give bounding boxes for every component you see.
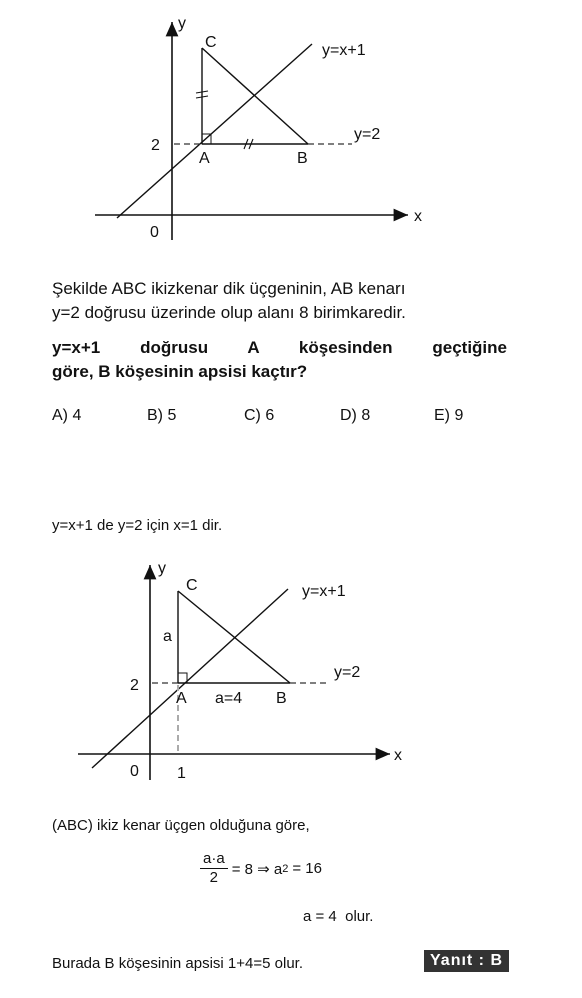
line-label-y-x-plus-1: y=x+1 <box>322 42 366 59</box>
area-equation <box>200 850 322 887</box>
vertex-b-label-2: B <box>276 690 287 707</box>
question-line-1: Şekilde ABC ikizkenar dik üçgeninin, AB kenarı <box>52 279 406 298</box>
solution-isosceles-note: (ABC) ikiz kenar üçgen olduğuna göre, <box>52 817 310 834</box>
line-y-x-plus-1 <box>117 44 312 218</box>
side-a-label: a <box>163 628 172 645</box>
right-angle-mark-2 <box>178 673 187 683</box>
fraction-denominator: 2 <box>209 869 219 886</box>
option-a: A) 4 <box>52 407 82 424</box>
x-axis-label: x <box>414 208 422 225</box>
equation-exponent: 2 <box>282 862 289 875</box>
x-axis-label-2: x <box>394 747 402 764</box>
side-a-equals-4-label: a=4 <box>215 690 243 707</box>
y-tick-2: 2 <box>151 137 160 154</box>
vertex-a-label-2: A <box>176 690 187 707</box>
line-label-y-2: y=2 <box>354 126 381 143</box>
option-d: D) 8 <box>340 407 371 424</box>
a-value-result: a = 4 olur. <box>303 908 374 925</box>
side-bc-2 <box>178 591 290 683</box>
equation-end: = 16 <box>292 860 322 877</box>
line-y-x-plus-1-2 <box>92 589 288 768</box>
solution-intro: y=x+1 de y=2 için x=1 dir. <box>52 517 223 534</box>
line-label-y-x-plus-1-2: y=x+1 <box>302 583 346 600</box>
vertex-c-label: C <box>205 34 217 51</box>
vertex-a-label: A <box>199 150 210 167</box>
x-tick-1: 1 <box>177 765 186 782</box>
question-line-2: y=2 doğrusu üzerinde olup alanı 8 birimkaredir. <box>52 303 406 322</box>
figure-1 <box>0 0 582 250</box>
y-axis-label-2: y <box>158 560 166 577</box>
figure-2 <box>0 550 582 790</box>
answer-badge: Yanıt : B <box>424 950 509 972</box>
equation-middle: = 8 ⇒ a <box>231 860 283 878</box>
origin-label: 0 <box>150 224 159 241</box>
fraction-numerator: a·a <box>200 850 228 869</box>
y-tick-2-b: 2 <box>130 677 139 694</box>
solution-conclusion: Burada B köşesinin apsisi 1+4=5 olur. <box>52 955 303 972</box>
question-bold-line-1: y=x+1 doğrusu A köşesinden geçtiğine <box>52 338 507 357</box>
line-label-y-2-2: y=2 <box>334 664 361 681</box>
area-fraction <box>200 850 228 887</box>
option-c: C) 6 <box>244 407 275 424</box>
origin-label-2: 0 <box>130 763 139 780</box>
y-axis-label: y <box>178 15 186 32</box>
vertex-b-label: B <box>297 150 308 167</box>
vertex-c-label-2: C <box>186 577 198 594</box>
option-b: B) 5 <box>147 407 177 424</box>
option-e: E) 9 <box>434 407 464 424</box>
question-bold-line-2: göre, B köşesinin apsisi kaçtır? <box>52 362 308 381</box>
